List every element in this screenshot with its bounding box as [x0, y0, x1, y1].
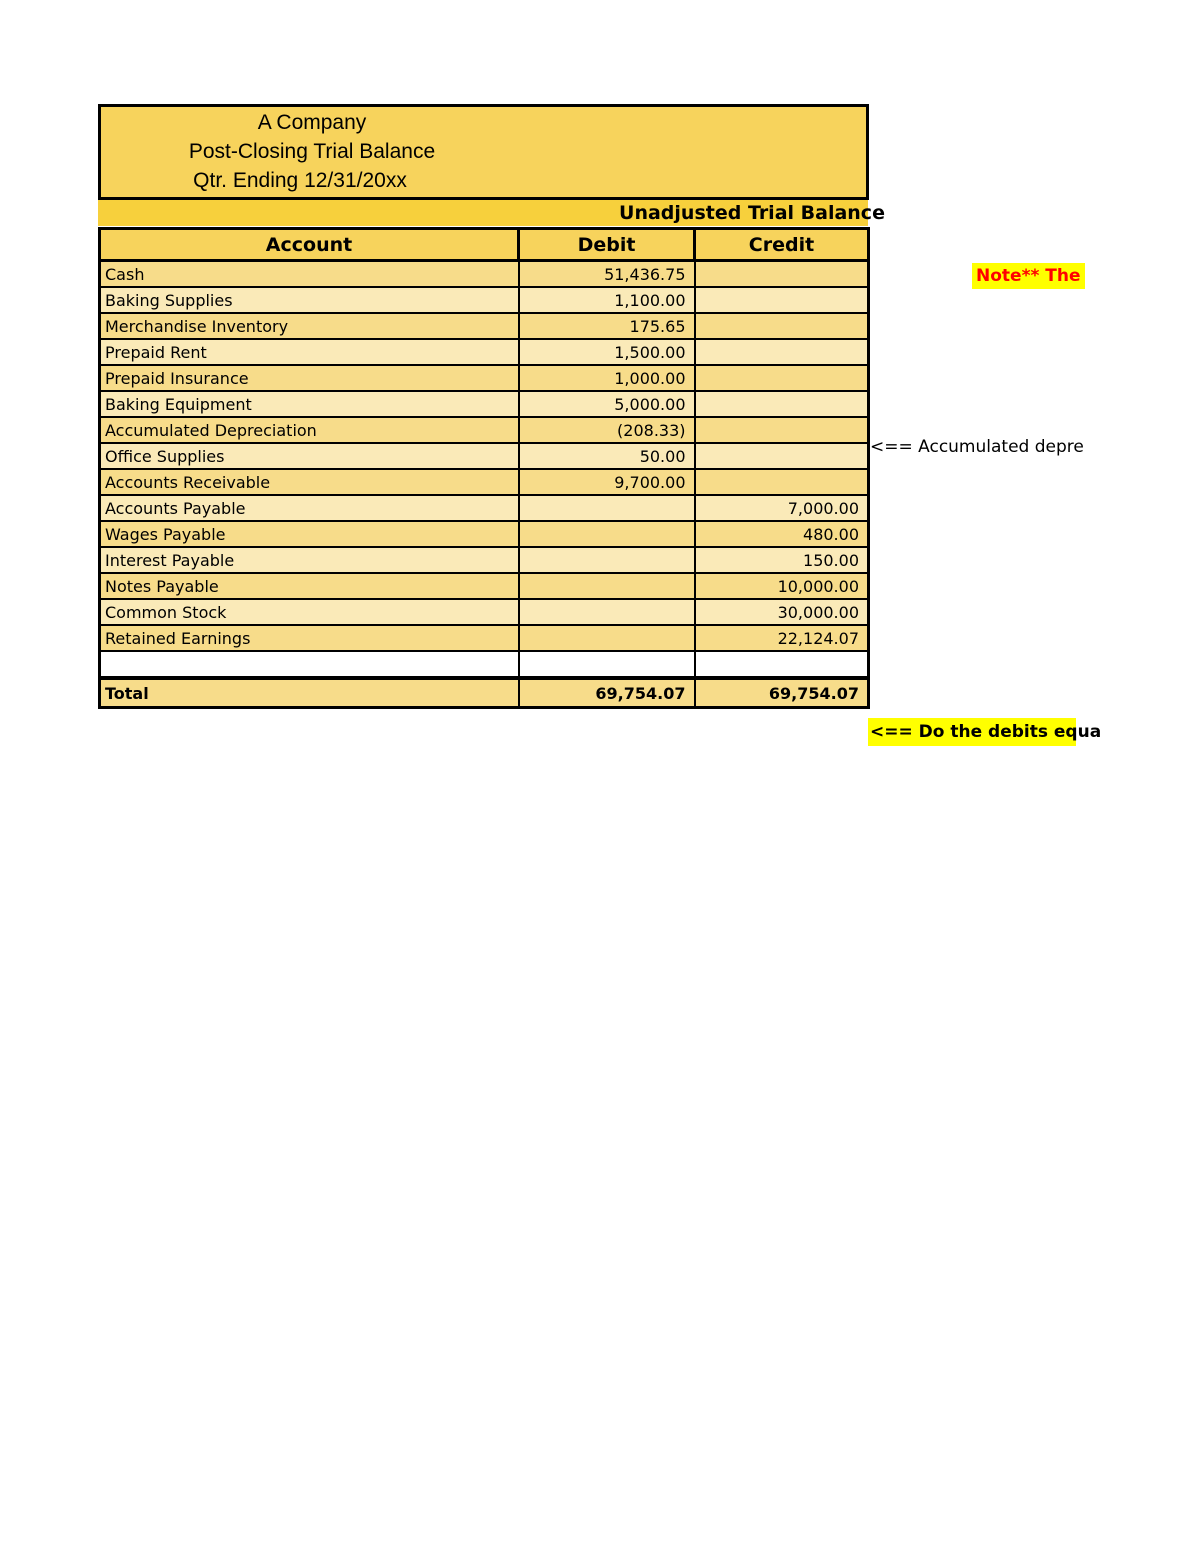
credit-cell	[695, 261, 869, 288]
total-credit: 69,754.07	[695, 678, 869, 708]
debit-cell	[519, 547, 695, 573]
credit-cell: 7,000.00	[695, 495, 869, 521]
company-name: A Company	[257, 111, 367, 134]
table-row	[100, 391, 869, 417]
table-row	[100, 313, 869, 339]
account-cell: Accounts Receivable	[100, 469, 519, 495]
credit-cell: 22,124.07	[695, 625, 869, 651]
account-cell: Notes Payable	[100, 573, 519, 599]
column-header-credit: Credit	[695, 229, 869, 261]
note-red: Note** The	[972, 263, 1085, 289]
account-cell: Retained Earnings	[100, 625, 519, 651]
table-row	[100, 443, 869, 469]
credit-cell	[695, 287, 869, 313]
table-row	[100, 365, 869, 391]
report-title: Post-Closing Trial Balance	[188, 140, 436, 163]
debit-cell: 1,500.00	[519, 339, 695, 365]
account-cell: Office Supplies	[100, 443, 519, 469]
table-header-row	[100, 229, 869, 261]
credit-cell	[695, 443, 869, 469]
credit-cell: 480.00	[695, 521, 869, 547]
debit-cell: 50.00	[519, 443, 695, 469]
account-cell: Merchandise Inventory	[100, 313, 519, 339]
table-row	[100, 287, 869, 313]
debit-cell	[519, 573, 695, 599]
credit-cell	[695, 313, 869, 339]
table-row	[100, 599, 869, 625]
credit-cell	[695, 339, 869, 365]
account-cell: Interest Payable	[100, 547, 519, 573]
debit-cell	[519, 599, 695, 625]
account-cell: Baking Equipment	[100, 391, 519, 417]
note-accumulated-depreciation: <== Accumulated depre	[870, 437, 1084, 457]
account-cell: Baking Supplies	[100, 287, 519, 313]
debit-cell: 1,000.00	[519, 365, 695, 391]
report-header	[98, 104, 869, 200]
credit-cell	[695, 469, 869, 495]
debit-cell	[519, 625, 695, 651]
section-title: Unadjusted Trial Balance	[619, 202, 885, 224]
debit-cell	[519, 651, 695, 678]
debit-cell: 175.65	[519, 313, 695, 339]
account-cell: Cash	[100, 261, 519, 288]
debit-cell: 1,100.00	[519, 287, 695, 313]
table-row	[100, 261, 869, 288]
table-row	[100, 521, 869, 547]
credit-cell	[695, 365, 869, 391]
table-row	[100, 339, 869, 365]
total-row	[100, 678, 869, 708]
trial-balance-table	[98, 227, 870, 709]
table-row	[100, 495, 869, 521]
account-cell: Common Stock	[100, 599, 519, 625]
table-row	[100, 651, 869, 678]
side-notes	[868, 0, 1102, 1553]
account-cell: Wages Payable	[100, 521, 519, 547]
debit-cell: 5,000.00	[519, 391, 695, 417]
credit-cell	[695, 651, 869, 678]
account-cell: Prepaid Rent	[100, 339, 519, 365]
table-row	[100, 625, 869, 651]
total-debit: 69,754.07	[519, 678, 695, 708]
table-row	[100, 469, 869, 495]
section-band	[98, 200, 885, 226]
credit-cell: 30,000.00	[695, 599, 869, 625]
credit-cell: 10,000.00	[695, 573, 869, 599]
total-label: Total	[100, 678, 519, 708]
credit-cell: 150.00	[695, 547, 869, 573]
table-row	[100, 547, 869, 573]
credit-cell	[695, 417, 869, 443]
credit-cell	[695, 391, 869, 417]
account-cell: Prepaid Insurance	[100, 365, 519, 391]
debit-cell: (208.33)	[519, 417, 695, 443]
debit-cell: 51,436.75	[519, 261, 695, 288]
account-cell	[100, 651, 519, 678]
account-cell: Accumulated Depreciation	[100, 417, 519, 443]
debit-cell	[519, 495, 695, 521]
table-row	[100, 417, 869, 443]
table-row	[100, 573, 869, 599]
account-cell: Accounts Payable	[100, 495, 519, 521]
note-total-check: <== Do the debits equa	[868, 718, 1076, 746]
debit-cell: 9,700.00	[519, 469, 695, 495]
column-header-account: Account	[100, 229, 519, 261]
column-header-debit: Debit	[519, 229, 695, 261]
debit-cell	[519, 521, 695, 547]
report-period: Qtr. Ending 12/31/20xx	[193, 169, 407, 192]
